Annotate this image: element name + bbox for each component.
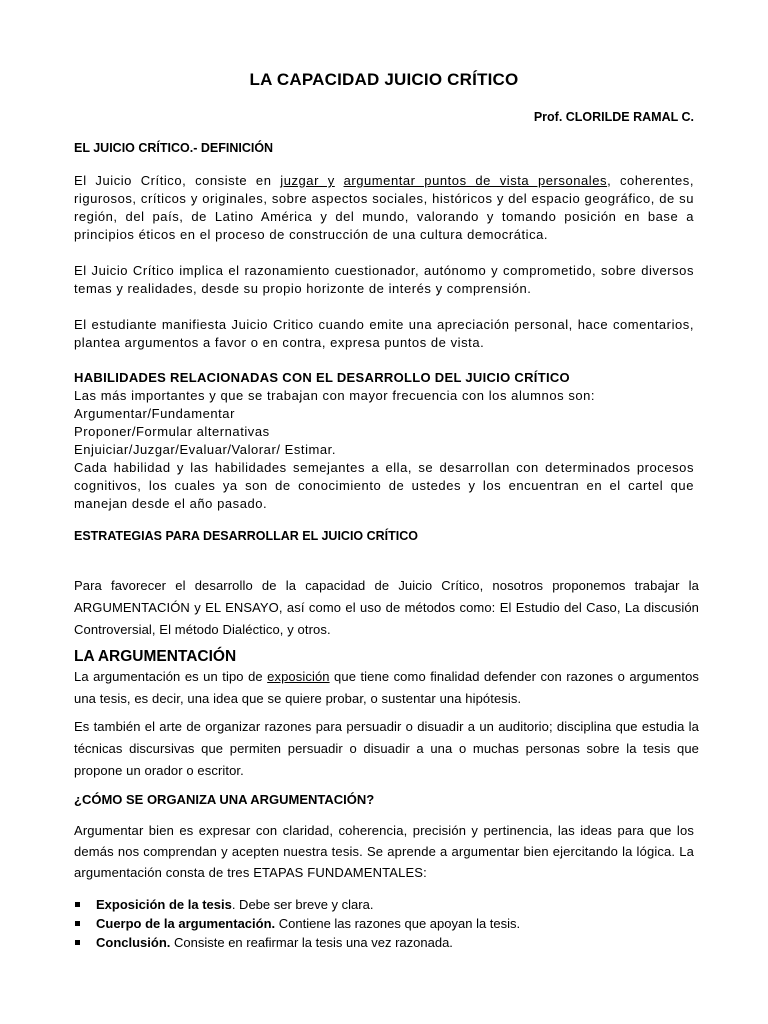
paragraph-habilidades: Cada habilidad y las habilidades semejantes a ella, se desarrollan con determinados procesos cognitivos, los cuales ya son de conocimiento de ustedes y los encuentran en el cartel que manejan desde el año pasado. xyxy=(74,460,694,511)
underlined-term-exposicion: exposición xyxy=(267,669,330,684)
underlined-term-juzgar: juzgar y xyxy=(280,173,335,188)
paragraph-definicion xyxy=(74,172,694,244)
text-run: que tiene como finalidad defender con razones o argumentos una tesis, es decir, una idea que se quiere probar, o sustentar una hipótesis. xyxy=(74,669,699,706)
list-item-bold: Cuerpo de la argumentación. xyxy=(96,916,276,931)
habilidad-item: Argumentar/Fundamentar xyxy=(74,406,235,421)
list-item-bold: Conclusión. xyxy=(96,935,171,950)
paragraph-arte: Es también el arte de organizar razones para persuadir o disuadir a un auditorio; disciplina que estudia la técnicas discursivas que permiten persuadir o disuadir a una o muchas personas sobre la tesis que propone un orador o escritor. xyxy=(74,719,699,778)
habilidad-item: Enjuiciar/Juzgar/Evaluar/Valorar/ Estimar. xyxy=(74,442,337,457)
underlined-term-argumentar: argumentar puntos de vista personales xyxy=(343,173,608,188)
section-heading-definicion: EL JUICIO CRÍTICO.- DEFINICIÓN xyxy=(74,141,274,155)
text-run xyxy=(335,173,344,188)
paragraph-implica: El Juicio Crítico implica el razonamiento cuestionador, autónomo y comprometido, sobre diversos temas y realidades, desde su propio horizonte de interés y comprensión. xyxy=(74,263,694,296)
list-item-text: Consiste en reafirmar la tesis una vez razonada. xyxy=(170,935,453,950)
list-item xyxy=(74,933,714,952)
text-run: , coherentes, rigurosos, críticos y originales, sobre aspectos sociales, históricos y del espacio geográfico, de su región, del país, de Latino América y del mundo, valorando y tomando posición en base a principios éticos en el proceso de construcción de una cultura democrática. xyxy=(74,173,694,242)
paragraph-argumentar-bien: Argumentar bien es expresar con claridad, coherencia, precisión y pertinencia, las ideas para que los demás nos comprendan y acepten nuestra tesis. Se aprende a argumentar bien ejercitando la lógica. La argumentación consta de tres ETAPAS FUNDAMENTALES: xyxy=(74,823,694,880)
square-bullet-icon xyxy=(75,902,80,907)
section-heading-como-organiza: ¿CÓMO SE ORGANIZA UNA ARGUMENTACIÓN? xyxy=(74,792,375,807)
section-heading-estrategias: ESTRATEGIAS PARA DESARROLLAR EL JUICIO CRÍTICO xyxy=(74,529,419,543)
list-item-bold: Exposición de la tesis xyxy=(96,897,232,912)
text-run: La argumentación es un tipo de xyxy=(74,669,268,684)
square-bullet-icon xyxy=(75,921,80,926)
section-heading-argumentacion: LA ARGUMENTACIÓN xyxy=(74,648,237,665)
habilidad-item: Proponer/Formular alternativas xyxy=(74,424,270,439)
etapas-list xyxy=(74,895,714,952)
author-line: Prof. CLORILDE RAMAL C. xyxy=(533,110,694,124)
section-heading-habilidades: HABILIDADES RELACIONADAS CON EL DESARROLLO DEL JUICIO CRÍTICO xyxy=(74,370,570,385)
text-run: El Juicio Crítico, consiste en xyxy=(74,173,281,188)
paragraph-argumentacion-definicion xyxy=(74,666,699,710)
list-item xyxy=(74,914,714,933)
paragraph-estudiante: El estudiante manifiesta Juicio Critico cuando emite una apreciación personal, hace comentarios, plantea argumentos a favor o en contra, expresa puntos de vista. xyxy=(74,317,694,350)
list-item-text: . Debe ser breve y clara. xyxy=(231,897,374,912)
document-title: LA CAPACIDAD JUICIO CRÍTICO xyxy=(249,70,519,89)
paragraph-estrategias: Para favorecer el desarrollo de la capacidad de Juicio Crítico, nosotros proponemos trabajar la ARGUMENTACIÓN y EL ENSAYO, así como el uso de métodos como: El Estudio del Caso, La discusión Controversial, El método Dialéctico, y otros. xyxy=(74,578,699,637)
habilidades-intro: Las más importantes y que se trabajan con mayor frecuencia con los alumnos son: xyxy=(74,388,596,403)
square-bullet-icon xyxy=(75,940,80,945)
list-item-text: Contiene las razones que apoyan la tesis. xyxy=(275,916,521,931)
list-item xyxy=(74,895,714,914)
